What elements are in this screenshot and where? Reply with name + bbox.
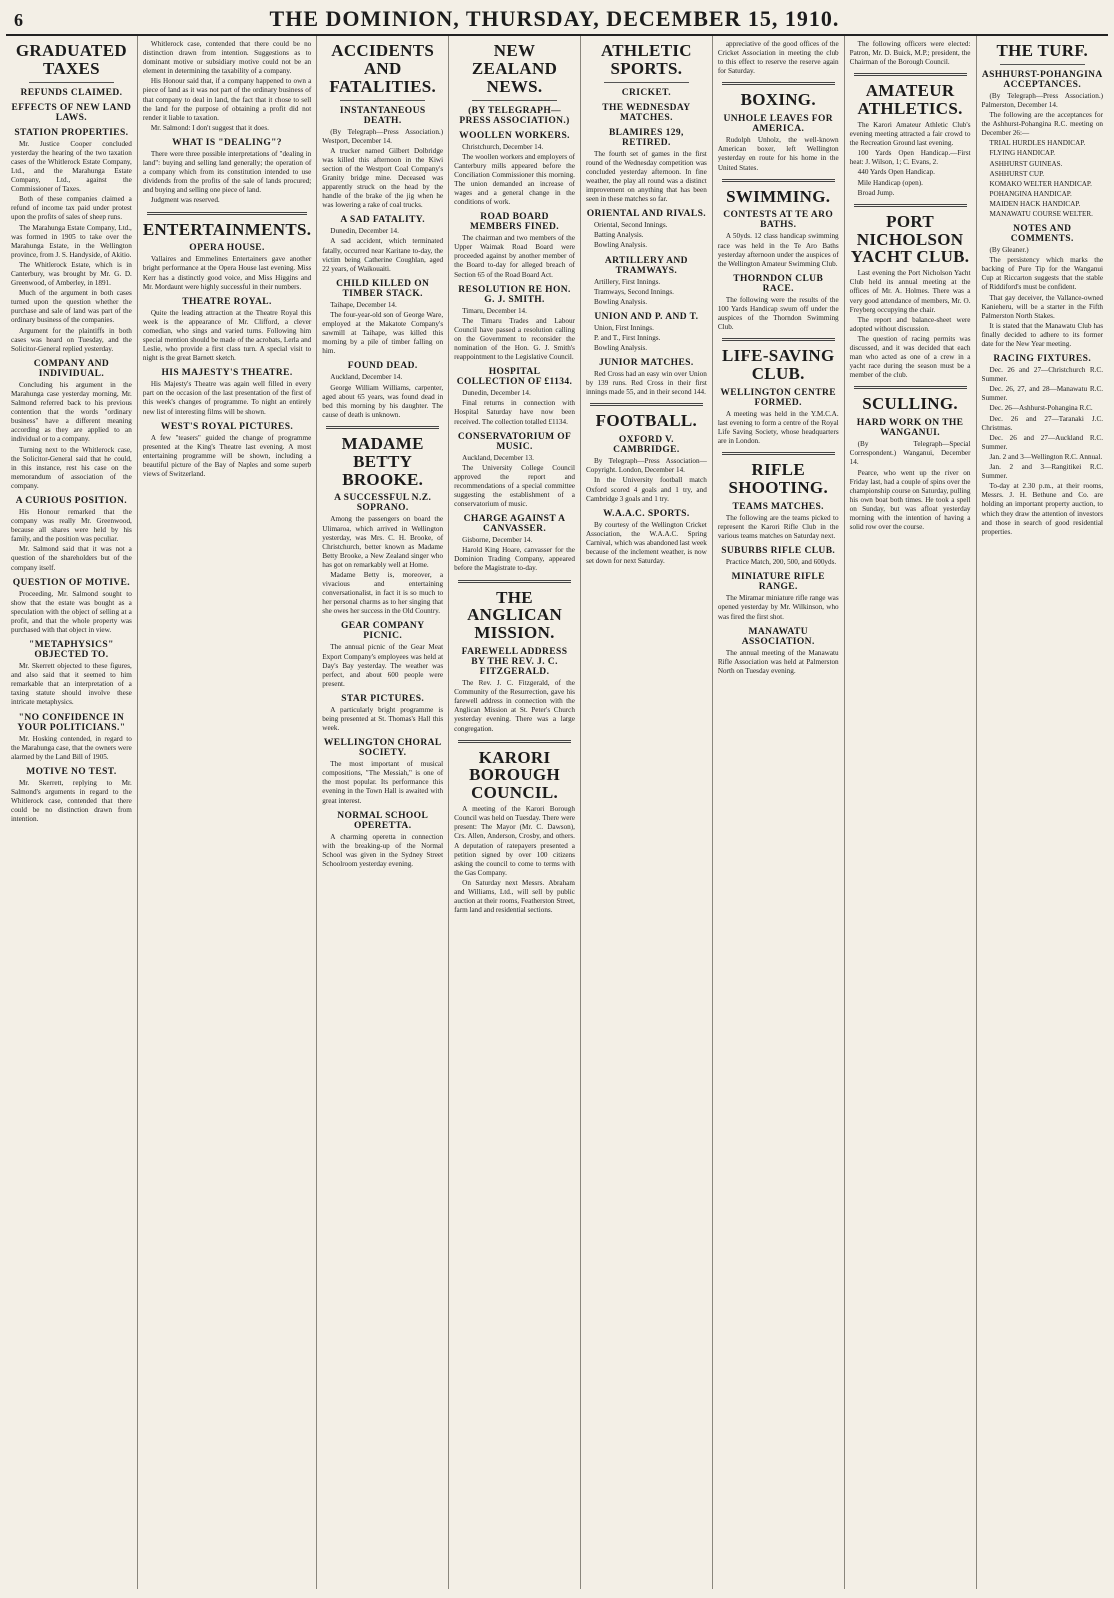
article-paragraph: 440 Yards Open Handicap. (857, 168, 935, 177)
article-headline: AMATEUR ATHLETICS. (857, 81, 963, 119)
column-8 (977, 36, 1109, 1589)
section-divider (326, 426, 439, 429)
article-paragraph: Dunedin, December 14. (462, 389, 531, 398)
section-heading: STATION PROPERTIES. (14, 127, 129, 138)
article-paragraph: The report and balance-sheet were adopted without discussion. (849, 315, 971, 333)
article-paragraph: Pearce, who went up the river on Friday last, had a couple of spins over the championship course on Saturday, pulling his own boat both times. He took a spell on Sunday, but was afloat yesterday morning with the intention of having a solid row over the course. (849, 468, 971, 532)
article-paragraph: A particularly bright programme is being presented at St. Thomas's Hall this week. (322, 705, 444, 733)
article-paragraph: Quite the leading attraction at the Theatre Royal this week is the appearance of Mr. Clifford, a clever comedian, who sings and varied turns. Following him special mention should be made of the acrobats, Lerla and Leslie, who provide a first class turn. A special visit to night is the great Barnett sketch. (142, 308, 312, 363)
article-paragraph: Concluding his argument in the Marahunga case yesterday morning, Mr. Salmond referred back to his previous contention that the words "ordinary business" have a different meaning according as they are applied to an individual or to a company. (11, 380, 132, 444)
section-heading: ROAD BOARD MEMBERS FINED. (470, 212, 560, 233)
column-1 (6, 36, 138, 1589)
article-paragraph: The following are the acceptances for the Ashhurst-Pohangina R.C. meeting on December 26:— (981, 111, 1104, 138)
section-heading: UNION AND P. AND T. (594, 311, 699, 322)
article-headline: THE ANGLICAN MISSION. (467, 587, 563, 643)
section-divider (854, 386, 967, 389)
article-paragraph: Oriental, Second Innings. (593, 221, 668, 230)
column-headline: NEW ZEALAND NEWS. (471, 41, 558, 96)
article-paragraph: (By Telegraph—Special Correspondent.) Wanganui, December 14. (849, 440, 971, 467)
article-paragraph: FLYING HANDICAP. (989, 149, 1056, 158)
section-heading: NOTES AND COMMENTS. (1010, 224, 1074, 245)
article-paragraph: Red Cross had an easy win over Union by 139 runs. Red Cross in their first innings made 55, and in their second 144. (585, 370, 707, 397)
section-heading: RACING FIXTURES. (993, 354, 1092, 365)
article-paragraph: The Miramar miniature rifle range was opened yesterday by Mr. Wilkinson, who was fired the first shot. (717, 594, 839, 621)
article-paragraph: Mr. Skerrett objected to these figures, and also said that it seemed to him remarkable that an interpretation of a taxing statute should involve these intricate metaphysics. (11, 662, 132, 707)
article-paragraph: By Telegraph—Press Association—Copyright. London, December 14. (585, 457, 707, 475)
article-paragraph: Timaru, December 14. (462, 306, 527, 315)
article-headline: BOXING. (740, 90, 816, 110)
article-paragraph: Mr. Salmond: I don't suggest that it does. (150, 123, 269, 132)
article-paragraph: Dec. 26 and 27—Christchurch R.C. Summer. (981, 366, 1104, 384)
article-paragraph: Artillery, First Innings. (593, 277, 661, 286)
section-heading: HOSPITAL COLLECTION OF £1134. (456, 367, 573, 388)
article-paragraph: The Whitlerock Estate, which is in Canterbury, was brought by Mr. G. D. Greenwood, of Amberley, in 1891. (11, 260, 132, 288)
article-paragraph: (By Telegraph—Press Association.) Westport, December 14. (322, 127, 444, 145)
article-paragraph: Bowling Analysis. (593, 297, 648, 306)
section-heading: JUNIOR MATCHES. (599, 358, 694, 369)
section-heading: A SAD FATALITY. (340, 215, 425, 226)
article-paragraph: Dec. 26—Ashhurst-Pohangina R.C. (989, 404, 1093, 413)
section-heading: COMPANY AND INDIVIDUAL. (33, 358, 110, 379)
article-paragraph: The Karori Amateur Athletic Club's evening meeting attracted a fair crowd to the Recreation Ground last evening. (849, 120, 971, 148)
section-heading: INSTANTANEOUS DEATH. (339, 105, 426, 126)
article-paragraph: Vallaires and Emmelines Entertainers gave another bright performance at the Opera House last evening. Miss Kerr has a distinctly good voice, and Miss Higgins and Mr. Mordaunt were highly successful in their numbers. (142, 255, 312, 291)
article-paragraph: The Marahunga Estate Company, Ltd., was formed in 1905 to take over the Marahunga Estate, in the Wellington province, from J. S. Handyside, of Akitio. (11, 223, 132, 259)
article-paragraph: The following are the teams picked to represent the Karori Rifle Club in the various teams matches on Saturday next. (717, 513, 839, 541)
article-paragraph: The chairman and two members of the Upper Waimak Road Board were proceeded against by another member of the Board to-day for alleged breach of Section 65 of the Road Board Act. (454, 234, 575, 279)
article-paragraph: Final returns in connection with Hospital Saturday have now been received. The collection totalled £1134. (454, 399, 575, 426)
section-divider (722, 452, 835, 455)
article-paragraph: It is stated that the Manawatu Club has finally decided to adhere to its former date for the New Year meeting. (981, 321, 1104, 348)
article-paragraph: George William Williams, carpenter, aged about 65 years, was found dead in bed this morning by his daughter. The cause of death is unknown. (322, 383, 444, 419)
column-4 (449, 36, 581, 1589)
article-headline: ENTERTAINMENTS. (142, 219, 312, 239)
article-paragraph: (By Gleaner.) (989, 246, 1029, 255)
article-paragraph: 100 Yards Open Handicap.—First heat: J. Wilson, 1; C. Evans, 2. (849, 149, 971, 167)
section-heading: NORMAL SCHOOL OPERETTA. (337, 810, 429, 831)
article-paragraph: Madame Betty is, moreover, a vivacious and entertaining conversationalist, in fact it is so much to her personal charms as to her singing that she owes her success in the Old Country. (322, 570, 444, 616)
column-2 (138, 36, 317, 1589)
section-heading: CONTESTS AT TE ARO BATHS. (723, 210, 834, 231)
article-headline: SWIMMING. (726, 186, 831, 206)
article-paragraph: Harold King Hoare, canvasser for the Dominion Trading Company, appeared before the Magistrate to-day. (454, 546, 575, 573)
article-paragraph: A trucker named Gilbert Dolbridge was killed this afternoon in the Kiwi section of the Westport Coal Company's Granity bridge mine. Deceased was apparently struck on the head by the handle of the brake of the jig when he was lowering a rake of coal trucks. (322, 146, 444, 210)
article-paragraph: Mr. Skerrett, replying to Mr. Salmond's arguments in regard to the Whitlerock case, contended that there could be no distinction drawn from intention. (11, 778, 132, 824)
article-headline: RIFLE SHOOTING. (728, 460, 828, 498)
article-paragraph: The woollen workers and employers of Canterbury mills appeared before the Conciliation Commissioner this morning. The union demanded an increase of wages and a general change in the conditions of work. (454, 152, 575, 207)
column-headline: THE TURF. (996, 41, 1089, 60)
article-paragraph: Mr. Salmond said that it was not a question of the shareholders but of the company itself. (11, 545, 132, 572)
article-paragraph: Mr. Hosking contended, in regard to the Marahunga case, that the owners were alarmed by the Land Bill of 1905. (11, 734, 132, 761)
section-heading: WELLINGTON CHORAL SOCIETY. (323, 738, 442, 759)
masthead-title: THE DOMINION, THURSDAY, DECEMBER 15, 1910. (269, 6, 840, 31)
section-heading: A SUCCESSFUL N.Z. SOPRANO. (334, 493, 432, 514)
section-heading: WOOLLEN WORKERS. (459, 130, 570, 141)
section-divider (590, 403, 703, 406)
section-heading: QUESTION OF MOTIVE. (12, 577, 131, 588)
article-paragraph: Taihape, December 14. (330, 300, 397, 309)
article-paragraph: In the University football match Oxford scored 4 goals and 1 try, and Cambridge 3 goals and 1 try. (585, 476, 707, 503)
section-heading: ARTILLERY AND TRAMWAYS. (604, 255, 688, 276)
article-headline: FOOTBALL. (595, 411, 698, 431)
section-heading: FAREWELL ADDRESS BY THE REV. J. C. FITZGERALD. (461, 647, 568, 678)
article-paragraph: The fourth set of games in the first round of the Wednesday competition was concluded yesterday afternoon. In fine weather, the play all round was a distinct improvement on anything that has been seen in these matches so far. (585, 149, 707, 204)
article-paragraph: Jan. 2 and 3—Wellington R.C. Annual. (989, 452, 1103, 461)
section-heading: HARD WORK ON THE WANGANUI. (856, 418, 964, 439)
columns-container (6, 36, 1108, 1589)
column-6 (713, 36, 845, 1589)
column-3 (317, 36, 449, 1589)
article-paragraph: ASHHURST CUP. (989, 169, 1045, 178)
section-heading: OXFORD V. CAMBRIDGE. (613, 435, 680, 456)
article-paragraph: The Timaru Trades and Labour Council have passed a resolution calling on the Government to reconsider the nomination of the Hon. G. J. Smith's reappointment to the Legislative Council. (454, 316, 575, 362)
divider (472, 100, 557, 101)
section-heading: CHILD KILLED ON TIMBER STACK. (336, 278, 430, 299)
article-paragraph: A charming operetta in connection with the breaking-up of the Normal School was given in the Sydney Street Schoolroom yesterday evening. (322, 832, 444, 868)
article-paragraph: His Honour remarked that the company was really Mr. Greenwood, because all shares were held by his family, and the position was peculiar. (11, 507, 132, 544)
article-paragraph: A meeting was held in the Y.M.C.A. last evening to form a centre of the Royal Life Saving Society, whose headquarters are in London. (717, 409, 839, 446)
section-divider (722, 82, 835, 85)
section-heading: CRICKET. (621, 87, 671, 98)
article-paragraph: Auckland, December 14. (330, 373, 403, 382)
article-paragraph: The annual picnic of the Gear Meat Export Company's employees was held at Day's Bay yesterday. The weather was perfect, and about 600 people were present. (322, 643, 444, 688)
article-paragraph: MAIDEN HACK HANDICAP. (989, 199, 1081, 208)
divider (29, 82, 114, 83)
article-paragraph: The following were the results of the 100 Yards Handicap swum off under the auspices of the Thorndon Swimming Club. (717, 295, 839, 332)
section-divider (458, 740, 571, 743)
article-paragraph: The Rev. J. C. Fitzgerald, of the Community of the Resurrection, gave his farewell address in connection with the Anglican Mission at St. Peter's Church yesterday evening. There was a large congregation. (454, 679, 575, 733)
article-paragraph: The most important of musical compositions, "The Messiah," is one of the most popular. Its performance this evening in the Town Hall is awaited with great interest. (322, 760, 444, 805)
section-heading: WEST'S ROYAL PICTURES. (160, 421, 294, 432)
article-paragraph: Whitlerock case, contended that there could be no distinction drawn from intention. Suggestions as to dominant motive or subsidiary motive could not be an element in determining the taxability of a company. (142, 40, 312, 76)
article-paragraph: A 50yds. 12 class handicap swimming race was held in the Te Aro Baths yesterday afternoon under the auspices of the Wellington Amateur Swimming Club. (717, 232, 839, 268)
divider (340, 100, 425, 101)
masthead (6, 6, 1108, 36)
article-paragraph: On Saturday next Messrs. Abraham and Williams, Ltd., will sell by public auction at their rooms, Featherston Street, farm land and residential sections. (454, 878, 575, 915)
article-paragraph: KOMAKO WELTER HANDICAP. (989, 179, 1092, 188)
divider (1000, 64, 1086, 65)
article-paragraph: POHANGINA HANDICAP. (989, 189, 1072, 198)
section-heading: BLAMIRES 129, RETIRED. (608, 127, 684, 148)
section-heading: W.A.A.C. SPORTS. (603, 508, 690, 519)
article-paragraph: ASHHURST GUINEAS. (989, 159, 1063, 168)
article-paragraph: The University College Council approved the report and recommendations of a special committee suggesting the establishment of a conservatorium of music. (454, 463, 575, 509)
section-heading: (BY TELEGRAPH—PRESS ASSOCIATION.) (459, 105, 570, 126)
article-paragraph: Dunedin, December 14. (330, 227, 399, 236)
section-divider (854, 204, 967, 207)
section-heading: ASHHURST-POHANGINA ACCEPTANCES. (981, 69, 1103, 90)
article-paragraph: Jan. 2 and 3—Rangitikei R.C. Summer. (981, 463, 1104, 481)
article-paragraph: His Honour said that, if a company happened to own a piece of land as it was not part of the ordinary business of that company to deal in land, the fact that it chose to sell the land for the purpose of obtaining a profit did not render it liable to taxation. (142, 77, 312, 122)
article-paragraph: (By Telegraph—Press Association.) Palmerston, December 14. (981, 91, 1104, 109)
section-divider (458, 580, 571, 583)
article-paragraph: A meeting of the Karori Borough Council was held on Tuesday. There were present: The Mayor (Mr. C. Dawson), Crs. Allen, Anderson, Crosby, and others. A deputation of ratepayers presented a petition signed by over 100 citizens asking the council to come to terms with the Gas Company. (454, 805, 575, 877)
article-paragraph: Dec. 26 and 27—Taranaki J.C. Christmas. (981, 414, 1104, 432)
article-paragraph: Broad Jump. (857, 188, 895, 197)
section-heading: UNHOLE LEAVES FOR AMERICA. (723, 114, 834, 135)
article-paragraph: To-day at 2.30 p.m., at their rooms, Messrs. J. H. Bethune and Co. are holding an important property auction, to which they draw the attention of investors and those in search of good residential properties. (981, 482, 1104, 536)
section-heading: TEAMS MATCHES. (732, 501, 824, 512)
section-heading: WHAT IS "DEALING"? (172, 137, 282, 148)
article-paragraph: TRIAL HURDLES HANDICAP. (989, 139, 1086, 148)
section-divider (147, 212, 307, 215)
page-number: 6 (14, 10, 23, 30)
section-heading: A CURIOUS POSITION. (15, 495, 128, 506)
section-heading: SUBURBS RIFLE CLUB. (721, 546, 836, 557)
section-heading: MANAWATU ASSOCIATION. (741, 626, 815, 647)
section-heading: EFFECTS OF NEW LAND LAWS. (11, 102, 132, 123)
article-paragraph: His Majesty's Theatre was again well filled in every part on the occasion of the last presentation of the first of this week's changes of programme. To night an entirely new list of interesting films will be shown. (142, 380, 312, 416)
article-paragraph: Gisborne, December 14. (462, 536, 533, 545)
article-paragraph: The question of racing permits was discussed, and it was decided that each man who acted as one of a crew in a yacht race during the season must be a member of the club. (849, 334, 971, 380)
article-paragraph: A sad accident, which terminated fatally, occurred near Karitane to-day, the victim being Catherine Coughlan, aged 22 years, of Waikouaiti. (322, 237, 444, 273)
article-paragraph: Union, First Innings. (593, 323, 654, 332)
section-heading: FOUND DEAD. (347, 361, 418, 372)
article-paragraph: Much of the argument in both cases turned upon the question whether the purchase and sale of land was part of the ordinary business of the companies. (11, 289, 132, 325)
article-paragraph: Mr. Justice Cooper concluded yesterday the hearing of the two taxation cases of the Whitlerock Estate Company, Ltd., and the Marahunga Estate Company, Ltd., against the Commissioner of Taxes. (11, 139, 132, 194)
article-paragraph: Bowling Analysis. (593, 344, 648, 352)
article-headline: KARORI BOROUGH COUNCIL. (469, 747, 560, 803)
column-headline: ACCIDENTS AND FATALITIES. (329, 41, 437, 96)
section-divider (722, 338, 835, 341)
article-paragraph: Bowling Analysis. (593, 241, 648, 250)
article-paragraph: The annual meeting of the Manawatu Rifle Association was held at Palmerston North on Tuesday evening. (717, 648, 839, 675)
section-divider (854, 73, 967, 76)
article-paragraph: A few "teasers" guided the change of programme presented at the King's Theatre last evening. A most entertaining programme will be shown, including a beautiful picture of the Bay of Naples and some superb views of Switzerland. (142, 433, 312, 479)
article-paragraph: Proceeding, Mr. Salmond sought to show that the estate was bought as a speculation with the object of selling at a profit, and that the whole property was purchased with that object in view. (11, 589, 132, 634)
article-headline: LIFE-SAVING CLUB. (721, 346, 835, 384)
article-paragraph: Dec. 26 and 27—Auckland R.C. Summer. (981, 433, 1104, 451)
article-paragraph: Argument for the plaintiffs in both cases was heard on Tuesday, and the Solicitor-General replied yesterday. (11, 326, 132, 353)
article-paragraph: Last evening the Port Nicholson Yacht Club held its annual meeting at the offices of Mr. A. Holmes. There was a very good attendance of members, Mr. O. Freyberg occupying the chair. (849, 269, 971, 314)
article-paragraph: The following officers were elected: Patron, Mr. D. Buick, M.P.; president, the Chairman of the Borough Council. (849, 40, 971, 67)
article-paragraph: Among the passengers on board the Ulimaroa, which arrived in Wellington yesterday, was Mrs. C. H. Brooke, of Christchurch, better known as Madame Betty Brooke, a New Zealand singer who has got on remarkably well at Home. (322, 515, 444, 569)
article-paragraph: Batting Analysis. (593, 231, 644, 240)
section-heading: THEATRE ROYAL. (182, 296, 272, 307)
article-paragraph: Tramways, Second Innings. (593, 287, 674, 296)
article-paragraph: By courtesy of the Wellington Cricket Association, the W.A.A.C. Spring Carnival, which was abandoned last week because of the inclement weather, is now set down for next Saturday. (585, 520, 707, 566)
column-7 (845, 36, 977, 1589)
article-paragraph: Judgment was reserved. (150, 196, 220, 205)
divider (604, 82, 689, 83)
article-paragraph: Practice Match, 200, 500, and 600yds. (725, 558, 837, 567)
section-heading: CHARGE AGAINST A CANVASSER. (463, 514, 566, 535)
section-heading: OPERA HOUSE. (189, 243, 265, 254)
section-heading: ORIENTAL AND RIVALS. (586, 209, 707, 220)
article-paragraph: appreciative of the good offices of the Cricket Association in meeting the club to this effect to reserve the reserve again for Saturday. (717, 40, 839, 76)
section-heading: MINIATURE RIFLE RANGE. (731, 572, 825, 593)
article-headline: MADAME BETTY BROOKE. (341, 433, 424, 489)
column-headline: ATHLETIC SPORTS. (600, 41, 692, 78)
article-paragraph: Dec. 26, 27, and 28—Manawatu R.C. Summer. (981, 385, 1104, 403)
article-paragraph: MANAWATU COURSE WELTER. (989, 209, 1093, 218)
article-paragraph: That gay deceiver, the Vallance-owned Kanieheru, will be a starter in the Fifth Palmerston North Stakes. (981, 293, 1104, 320)
article-paragraph: The persistency which marks the backing of Pure Tip for the Wanganui Cup at Riccarton suggests that the stable of Riddiford's must be confident. (981, 256, 1104, 292)
article-paragraph: Turning next to the Whitlerock case, the Solicitor-General said that he could, in this instance, rest his case on the memorandum of association of the company. (11, 445, 132, 490)
article-paragraph: Mile Handicap (open). (857, 178, 923, 187)
article-paragraph: The four-year-old son of George Ware, employed at the Makatote Company's sawmill at Taihape, was killed this morning by a pile of timber falling on him. (322, 310, 444, 356)
section-heading: HIS MAJESTY'S THEATRE. (161, 368, 293, 379)
section-heading: GEAR COMPANY PICNIC. (340, 621, 425, 642)
section-heading: THORNDON CLUB RACE. (733, 273, 824, 294)
section-heading: RESOLUTION RE HON. G. J. SMITH. (458, 284, 571, 305)
section-heading: "NO CONFIDENCE IN YOUR POLITICIANS." (17, 712, 126, 733)
section-heading: THE WEDNESDAY MATCHES. (602, 102, 691, 123)
section-heading: MOTIVE NO TEST. (26, 766, 117, 777)
section-heading: REFUNDS CLAIMED. (20, 87, 123, 98)
section-heading: WELLINGTON CENTRE FORMED. (720, 387, 837, 408)
section-divider (722, 179, 835, 182)
article-paragraph: P. and T., First Innings. (593, 333, 661, 342)
article-headline: PORT NICHOLSON YACHT CLUB. (850, 211, 970, 267)
section-heading: CONSERVATORIUM OF MUSIC. (457, 431, 572, 452)
article-headline: SCULLING. (862, 394, 958, 414)
section-heading: "METAPHYSICS" OBJECTED TO. (29, 640, 114, 661)
article-paragraph: Christchurch, December 14. (462, 142, 544, 151)
article-paragraph: There were three possible interpretations of "dealing in land": buying and selling land generally; the operation of a company which from its constitution intended to use dividends from the profits of the sale of lands procured; and buying and selling one piece of land. (142, 149, 312, 195)
column-5 (581, 36, 713, 1589)
column-headline: GRADUATED TAXES (15, 41, 127, 78)
article-paragraph: Both of these companies claimed a refund of income tax paid under protest upon the profits of sales of sheep runs. (11, 195, 132, 222)
section-heading: STAR PICTURES. (341, 693, 425, 704)
article-paragraph: Rudolph Unholz, the well-known American boxer, left Wellington yesterday en route for his home in the United States. (717, 136, 839, 172)
article-paragraph: Auckland, December 13. (462, 453, 534, 462)
